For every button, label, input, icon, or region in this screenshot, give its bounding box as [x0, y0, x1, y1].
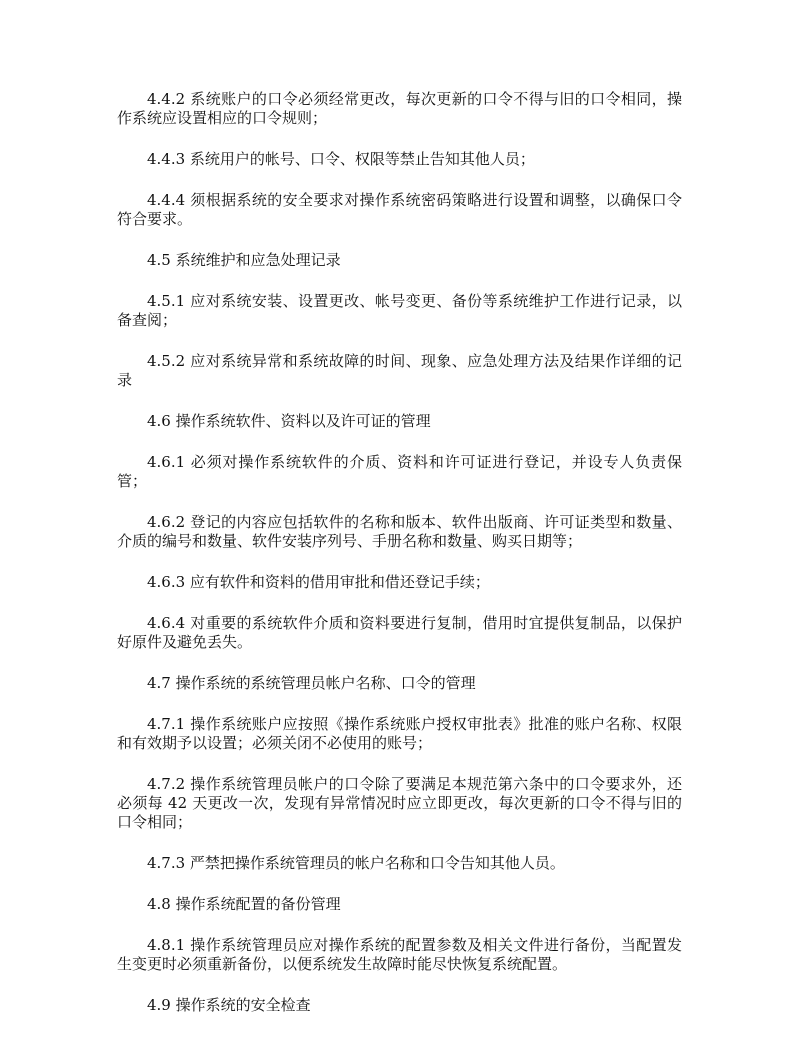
- section-heading-4-7: 4.7 操作系统的系统管理员帐户名称、口令的管理: [147, 674, 476, 692]
- paragraph-4-6-3: 4.6.3 应有软件和资料的借用审批和借还登记手续；: [147, 573, 490, 591]
- section-heading-4-9: 4.9 操作系统的安全检查: [147, 996, 311, 1014]
- paragraph-4-7-1: 4.7.1 操作系统账户应按照《操作系统账户授权审批表》批准的账户名称、权限和有效期予以设置；必须关闭不必使用的账号；: [117, 715, 682, 752]
- section-heading-4-5: 4.5 系统维护和应急处理记录: [147, 251, 341, 269]
- paragraph-4-7-3: 4.7.3 严禁把操作系统管理员的帐户名称和口令告知其他人员。: [147, 854, 565, 872]
- section-heading-4-6: 4.6 操作系统软件、资料以及许可证的管理: [147, 412, 431, 430]
- paragraph-4-8-1: 4.8.1 操作系统管理员应对操作系统的配置参数及相关文件进行备份，当配置发生变更时必须重新备份，以便系统发生故障时能尽快恢复系统配置。: [117, 936, 682, 973]
- paragraph-4-5-1: 4.5.1 应对系统安装、设置更改、帐号变更、备份等系统维护工作进行记录，以备查阅；: [117, 292, 682, 329]
- paragraph-4-6-4: 4.6.4 对重要的系统软件介质和资料要进行复制，借用时宜提供复制品，以保护好原件及避免丢失。: [117, 614, 682, 651]
- document-body: [117, 90, 682, 1037]
- paragraph-4-4-4: 4.4.4 须根据系统的安全要求对操作系统密码策略进行设置和调整，以确保口令符合要求。: [117, 191, 682, 228]
- paragraph-4-4-2: 4.4.2 系统账户的口令必须经常更改，每次更新的口令不得与旧的口令相同，操作系统应设置相应的口令规则；: [117, 90, 682, 127]
- paragraph-4-7-2: 4.7.2 操作系统管理员帐户的口令除了要满足本规范第六条中的口令要求外，还必须每 42 天更改一次，发现有异常情况时应立即更改，每次更新的口令不得与旧的口令相同；: [117, 775, 682, 831]
- paragraph-4-6-2: 4.6.2 登记的内容应包括软件的名称和版本、软件出版商、许可证类型和数量、介质的编号和数量、软件安装序列号、手册名称和数量、购买日期等；: [117, 513, 682, 550]
- paragraph-4-5-2: 4.5.2 应对系统异常和系统故障的时间、现象、应急处理方法及结果作详细的记录: [117, 352, 682, 389]
- paragraph-4-6-1: 4.6.1 必须对操作系统软件的介质、资料和许可证进行登记，并设专人负责保管；: [117, 453, 682, 490]
- section-heading-4-8: 4.8 操作系统配置的备份管理: [147, 895, 341, 913]
- paragraph-4-4-3: 4.4.3 系统用户的帐号、口令、权限等禁止告知其他人员；: [147, 150, 535, 168]
